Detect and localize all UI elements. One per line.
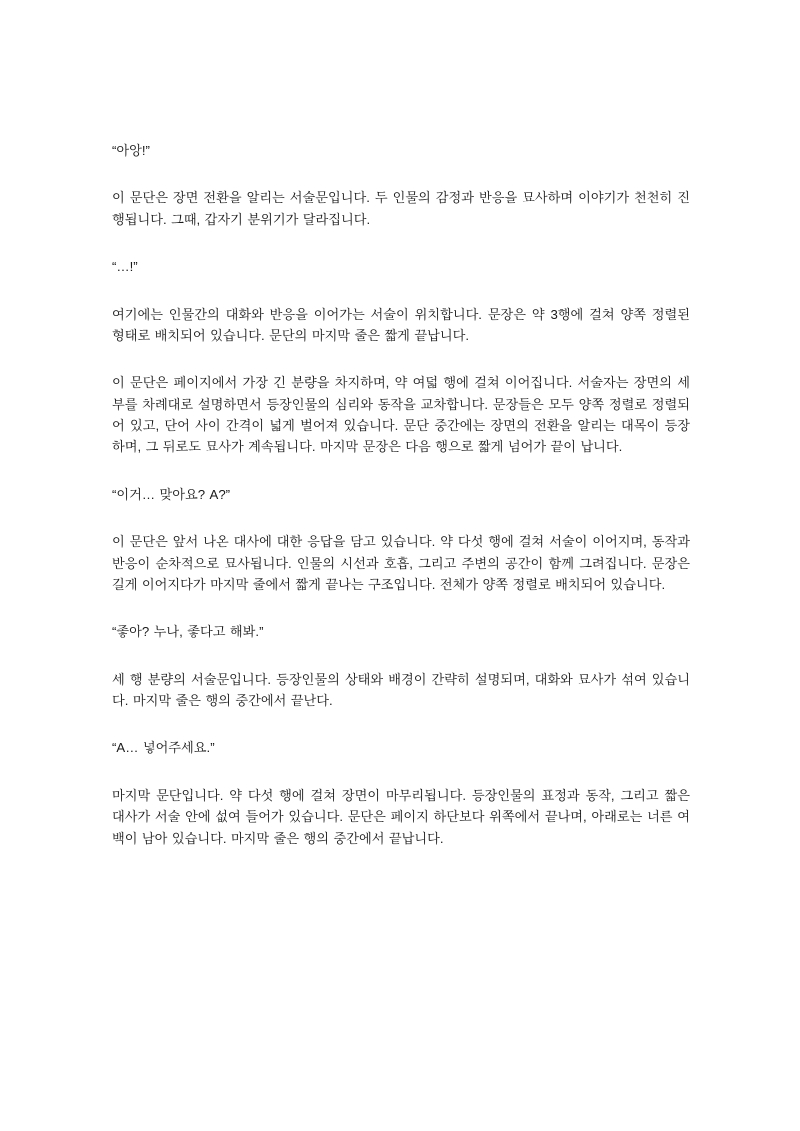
paragraph: “이거… 맞아요? A?” xyxy=(112,486,231,502)
paragraph: 마지막 문단입니다. 약 다섯 행에 걸쳐 장면이 마무리됩니다. 등장인물의 표정과 동작, 그리고 짧은 대사가 서술 안에 섮여 들어가 있습니다. 문단은 페이지 하단보다 위쪽에서 끝나며, 아래로는 너른 여백이 남아 있습니다. 마지막 줄은 행의 중간에서 끝납니다. xyxy=(112,787,690,846)
paragraph: 이 문단은 앞서 나온 대사에 대한 응답을 담고 있습니다. 약 다섯 행에 걸쳐 서술이 이어지며, 동작과 반응이 순차적으로 묘사됩니다. 인물의 시선과 호흡, 그리고 주변의 공간이 함께 그려집니다. 문장은 길게 이어지다가 마지막 줄에서 짧게 끝나는 구조입니다. 전체가 양쪽 정렬로 배치되어 있습니다. xyxy=(112,534,690,592)
paragraph: 세 행 분량의 서술문입니다. 등장인물의 상태와 배경이 간략히 설명되며, 대화와 묘사가 섞여 있습니다. 마지막 줄은 행의 중간에서 끝난다. xyxy=(112,671,690,708)
paragraph: 이 문단은 장면 전환을 알리는 서술문입니다. 두 인물의 감정과 반응을 묘사하며 이야기가 천천히 진행됩니다. 그때, 갑자기 분위기가 달라집니다. xyxy=(112,190,690,227)
document-body xyxy=(112,140,690,849)
paragraph: “A… 넣어주세요.” xyxy=(112,740,215,756)
paragraph: “아앙!” xyxy=(112,143,150,158)
paragraph: “…!” xyxy=(112,259,138,275)
paragraph: “좋아? 누나, 좋다고 해봐.” xyxy=(112,624,264,640)
paragraph: 여기에는 인물간의 대화와 반응을 이어가는 서술이 위치합니다. 문장은 약 3행에 걸쳐 양쪽 정렬된 형태로 배치되어 있습니다. 문단의 마지막 줄은 짧게 끝납니다. xyxy=(112,306,690,343)
paragraph: 이 문단은 페이지에서 가장 긴 분량을 차지하며, 약 여덟 행에 걸쳐 이어집니다. 서술자는 장면의 세부를 차례대로 설명하면서 등장인물의 심리와 동작을 교차합니다. 문장들은 모두 양쪽 정렬로 정렬되어 있고, 단어 사이 간격이 넓게 벌어져 있습니다. 문단 중간에는 장면의 전환을 알리는 대목이 등장하며, 그 뒤로도 묘사가 계속됩니다. 마지막 문장은 다음 행으로 짧게 넘어가 끝이 납니다. xyxy=(112,375,690,455)
